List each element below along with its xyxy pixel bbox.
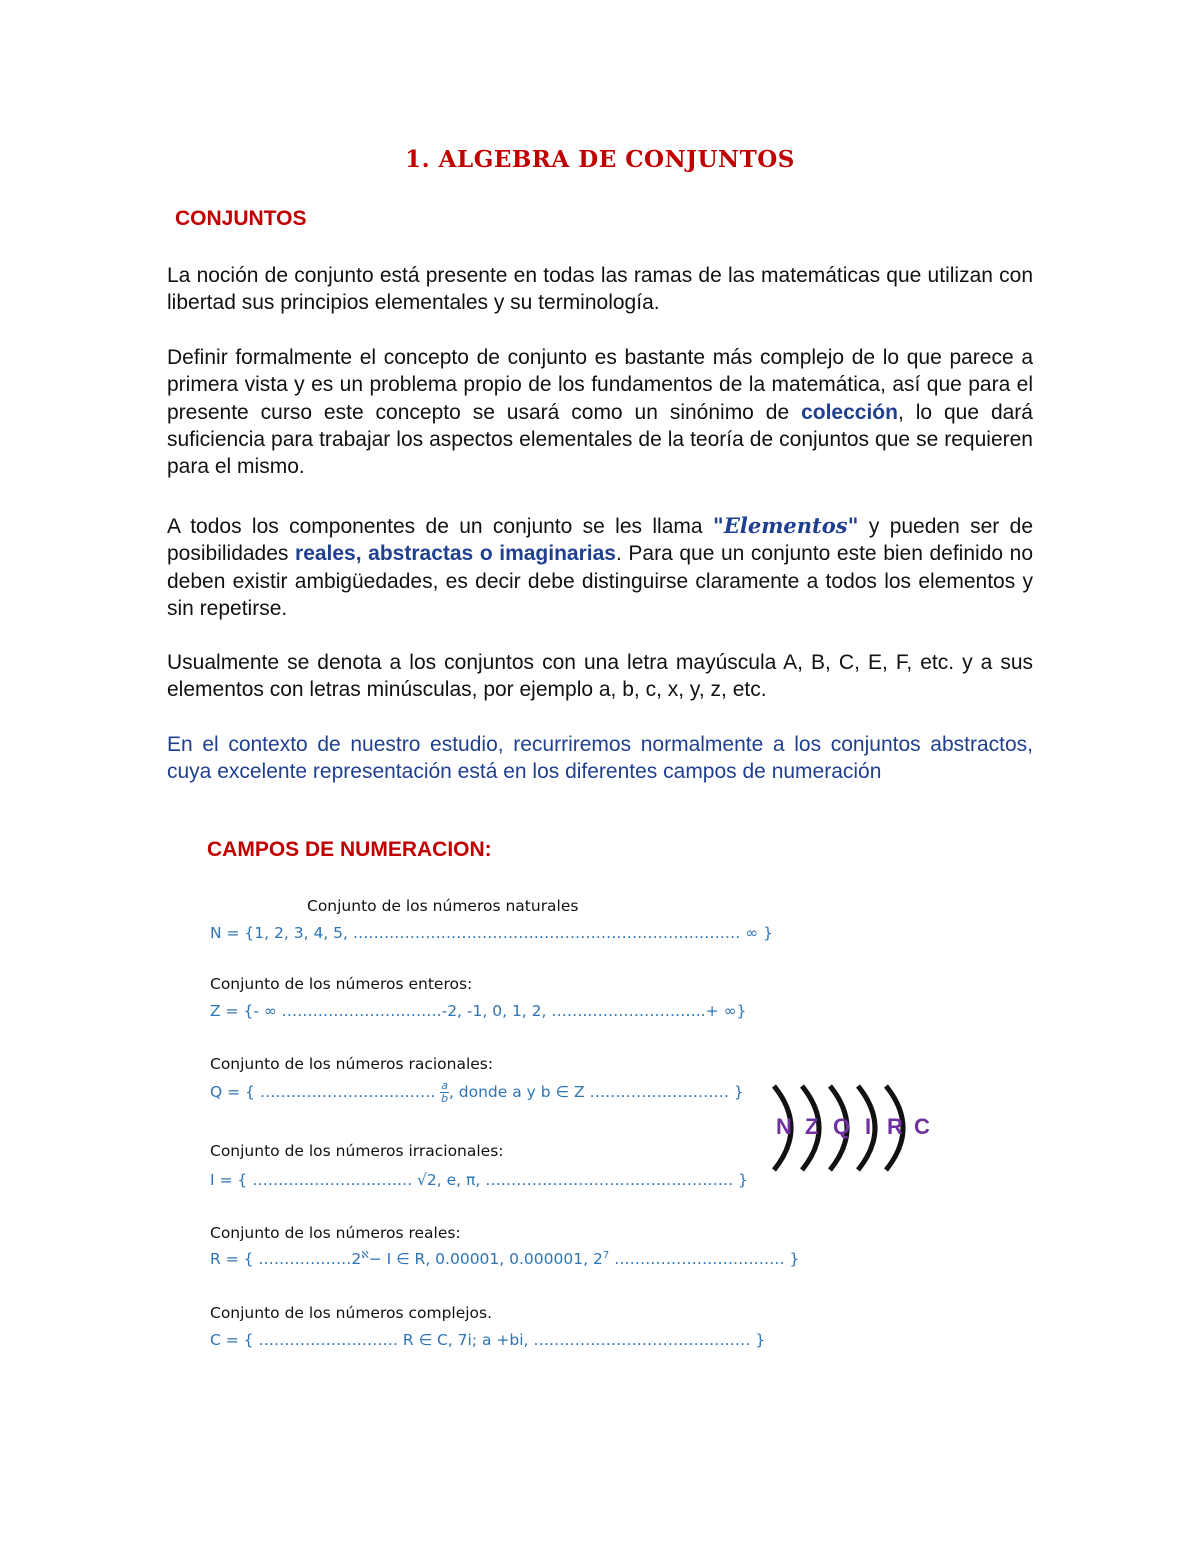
nested-sets-diagram: [768, 1082, 948, 1174]
superscript-seven: 7: [602, 1250, 610, 1261]
section-heading-campos: CAMPOS DE NUMERACION:: [207, 838, 492, 861]
def-racionales-text-2: , donde a y b ∈ Z ……………………… }: [448, 1083, 744, 1101]
paragraph-context: En el contexto de nuestro estudio, recurriremos normalmente a los conjuntos abstractos, cuya excelente representación está en los diferentes campos de numeración: [167, 733, 1033, 784]
paragraph-notation: Usualmente se denota a los conjuntos con una letra mayúscula A, B, C, E, F, etc. y a sus elementos con letras minúsculas, por ejemplo a, b, c, x, y, z, etc.: [167, 651, 1033, 702]
def-racionales-text-1: Q = { …………………………….: [210, 1083, 441, 1101]
paragraph-definition-text-2: , lo que dará suficiencia para trabajar los aspectos elementales de la teoría de conjuntos que se requieren para el mismo.: [167, 400, 1033, 479]
label-racionales: Conjunto de los números racionales:: [210, 1055, 494, 1073]
elementos-highlight: "Elementos": [712, 513, 859, 538]
paragraph-elements-text-2: y pueden ser de posibilidades: [167, 515, 1033, 566]
superscript-aleph: ℵ: [361, 1250, 369, 1261]
set-letter-r: R: [887, 1114, 903, 1139]
def-reales-text-1: R = { ………………2: [210, 1250, 362, 1269]
page-title: 1. ALGEBRA DE CONJUNTOS: [405, 146, 795, 173]
label-enteros: Conjunto de los números enteros:: [210, 975, 473, 993]
def-naturales: N = {1, 2, 3, 4, 5, ………………………………………………………………… ∞ }: [210, 924, 774, 942]
def-reales-text-3: …………………………… }: [609, 1250, 800, 1269]
paragraph-definition-text-1: Definir formalmente el concepto de conjunto es bastante más complejo de lo que parece a primera vista y es un problema propio de los fundamentos de la matemática, así que para el presente curso este concepto se usará como un sinónimo de: [167, 346, 1033, 424]
fraction-denominator: b: [441, 1092, 449, 1105]
def-reales-text-2: − I ∈ R, 0.00001, 0.000001, 2: [368, 1250, 603, 1269]
posibilidades-highlight: reales, abstractas o imaginarias: [295, 542, 616, 566]
paragraph-definition: [167, 344, 1033, 480]
label-complejos: Conjunto de los números complejos.: [210, 1304, 493, 1322]
def-irracionales: I = { …………………………. √2, e, π, ………………………………………… }: [210, 1171, 749, 1189]
set-letter-c: C: [914, 1114, 930, 1139]
paragraph-elements: [167, 512, 1033, 622]
set-letter-i: I: [865, 1114, 872, 1139]
paragraph-intro: La noción de conjunto está presente en todas las ramas de las matemáticas que utilizan con libertad sus principios elementales y su terminología.: [167, 264, 1033, 315]
def-reales: [210, 1250, 799, 1268]
set-letter-q: Q: [833, 1114, 851, 1139]
def-racionales: [210, 1080, 744, 1105]
def-complejos: C = { ……………………… R ∈ C, 7i; a +bi, …………………………………… }: [210, 1331, 766, 1349]
fraction-numerator: a: [441, 1079, 448, 1092]
section-heading-conjuntos: CONJUNTOS: [175, 207, 307, 230]
paragraph-elements-text-1: A todos los componentes de un conjunto se les llama: [167, 515, 713, 538]
label-irracionales: Conjunto de los números irracionales:: [210, 1142, 504, 1160]
label-reales: Conjunto de los números reales:: [210, 1224, 461, 1242]
label-naturales: Conjunto de los números naturales: [307, 897, 579, 915]
set-letter-n: N: [776, 1114, 792, 1139]
set-letter-z: Z: [805, 1114, 819, 1139]
paragraph-elements-text-3: . Para que un conjunto este bien definido no deben existir ambigüedades, es decir debe distinguirse claramente a todos los elementos y sin repetirse.: [167, 542, 1033, 620]
fraction-a-over-b: [440, 1080, 449, 1105]
def-enteros: Z = {- ∞ ………………………….-2, -1, 0, 1, 2, …….…………………..+ ∞}: [210, 1002, 747, 1020]
coleccion-highlight: colección: [801, 400, 898, 424]
